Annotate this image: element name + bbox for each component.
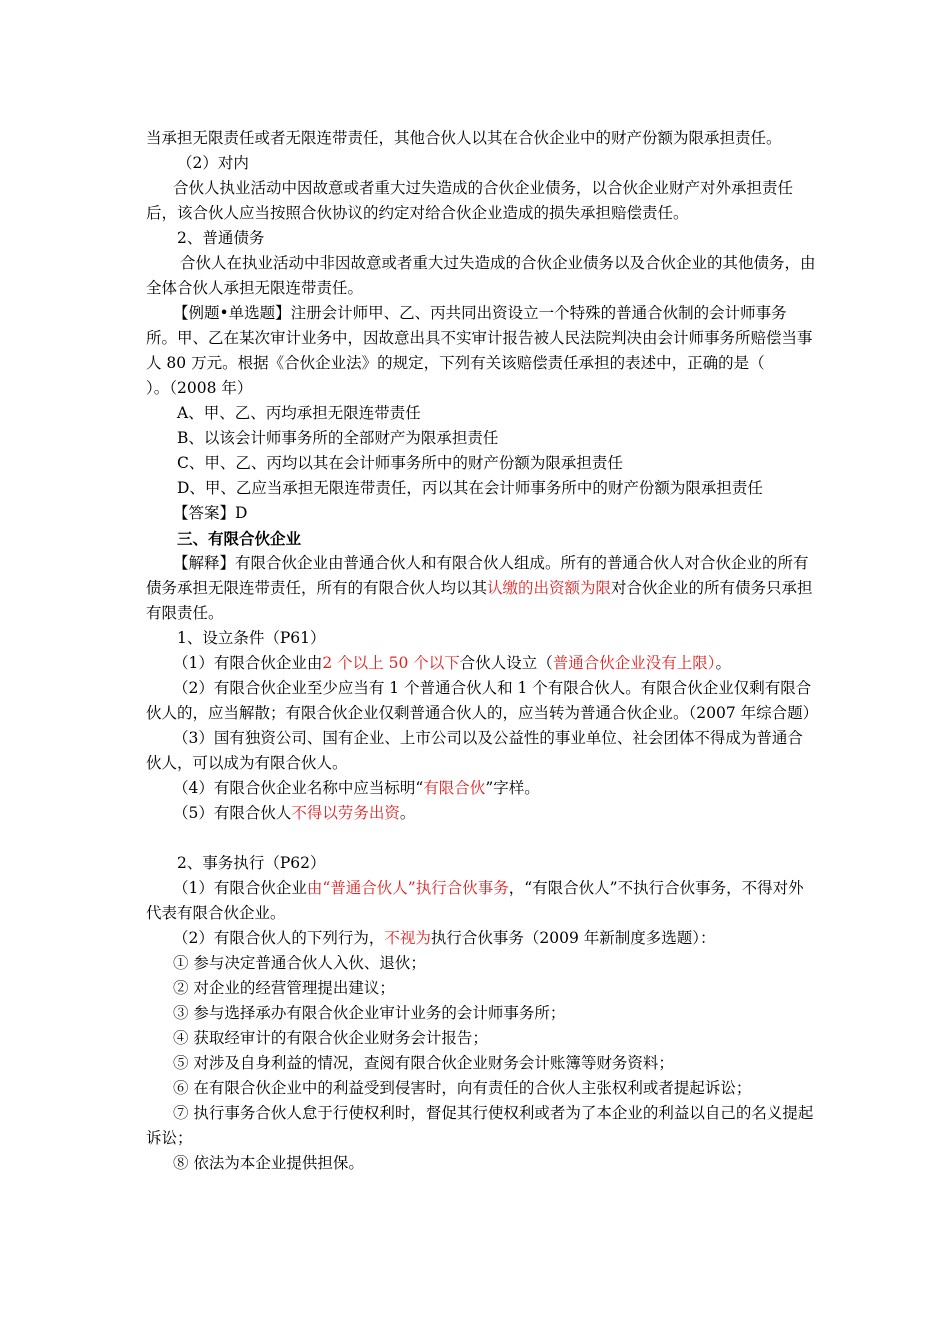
document-page bbox=[146, 126, 819, 1176]
text: ”字样。 bbox=[485, 779, 540, 797]
list-item: ⑧ 依法为本企业提供担保。 bbox=[173, 1154, 364, 1172]
highlight: 不得以劳务出资 bbox=[291, 804, 400, 822]
establishment-item-2: （2）有限合伙企业至少应当有 1 个普通合伙人和 1 个有限合伙人。有限合伙企业仅剩有限合伙人的，应当解散；有限合伙企业仅剩普通合伙人的，应当转为普通合伙企业。（2007 年综合题） bbox=[146, 679, 819, 722]
paragraph-ordinary-debts: 合伙人在执业活动中非因故意或者重大过失造成的合伙企业债务以及合伙企业的其他债务，由全体合伙人承担无限连带责任。 bbox=[146, 254, 816, 297]
text: 。 bbox=[715, 654, 732, 672]
text: 执行合伙事务（2009 年新制度多选题）： bbox=[430, 929, 716, 947]
section-heading-limited-partnership: 三、有限合伙企业 bbox=[177, 529, 302, 548]
text: （4）有限合伙企业名称中应当标明“ bbox=[173, 779, 424, 797]
answer: 【答案】D bbox=[173, 504, 248, 522]
text: （1）有限合伙企业 bbox=[173, 879, 307, 897]
heading-execution: 2、事务执行（P62） bbox=[177, 854, 326, 872]
explain-highlight: 认缴的出资额为限 bbox=[487, 579, 612, 597]
highlight: 普通合伙企业没有上限） bbox=[552, 654, 716, 672]
list-item: ⑦ 执行事务合伙人怠于行使权利时，督促其行使权利或者为了本企业的利益以自己的名义提起诉讼； bbox=[146, 1104, 814, 1147]
example-question: 【例题•单选题】注册会计师甲、乙、丙共同出资设立一个特殊的普通合伙制的会计师事务所。甲、乙在某次审计业务中，因故意出具不实审计报告被人民法院判决由会计师事务所赔偿当事人 80 万元。根据《合伙企业法》的规定，下列有关该赔偿责任承担的表述中，正确的是（ ）。（2008 年） bbox=[146, 304, 813, 397]
highlight: 不视为 bbox=[384, 929, 431, 947]
text: （1）有限合伙企业由 bbox=[173, 654, 323, 672]
option-d: D、甲、乙应当承担无限连带责任，丙以其在会计师事务所中的财产份额为限承担责任 bbox=[177, 479, 763, 497]
list-item: ① 参与决定普通合伙人入伙、退伙； bbox=[173, 954, 426, 972]
paragraph-explanation bbox=[146, 551, 816, 626]
text: （5）有限合伙人 bbox=[173, 804, 292, 822]
establishment-item-5 bbox=[146, 801, 816, 826]
heading-establishment: 1、设立条件（P61） bbox=[177, 629, 326, 647]
option-a: A、甲、乙、丙均承担无限连带责任 bbox=[177, 404, 421, 422]
paragraph-liability-continued: 当承担无限责任或者无限连带责任，其他合伙人以其在合伙企业中的财产份额为限承担责任。 bbox=[146, 129, 782, 147]
highlight: 2 个以上 50 个以下 bbox=[322, 654, 460, 672]
list-item: ⑤ 对涉及自身利益的情况，查阅有限合伙企业财务会计账簿等财务资料； bbox=[173, 1054, 674, 1072]
list-item: ⑥ 在有限合伙企业中的利益受到侵害时，向有责任的合伙人主张权利或者提起诉讼； bbox=[173, 1079, 752, 1097]
text: 。 bbox=[399, 804, 416, 822]
explain-text-a: 【解释】有限合伙企业由普通合伙人和有限合伙人组成。所有的普通合伙人对合伙企业的所有债务承担无限连带责任，所有的有限合伙人均以其 bbox=[146, 554, 809, 597]
text: （2）有限合伙人的下列行为， bbox=[173, 929, 385, 947]
list-item: ② 对企业的经营管理提出建议； bbox=[173, 979, 395, 997]
establishment-item-3: （3）国有独资公司、国有企业、上市公司以及公益性的事业单位、社会团体不得成为普通合伙人，可以成为有限合伙人。 bbox=[146, 729, 803, 772]
execution-item-2 bbox=[146, 926, 816, 951]
explain-text-b: 对合伙企业的所有债务只承担有限责任。 bbox=[146, 579, 813, 622]
highlight: 由“普通合伙人”执行合伙事务 bbox=[306, 879, 509, 897]
list-item: ③ 参与选择承办有限合伙企业审计业务的会计师事务所； bbox=[173, 1004, 566, 1022]
option-b: B、以该会计师事务所的全部财产为限承担责任 bbox=[177, 429, 499, 447]
list-item: ④ 获取经审计的有限合伙企业财务会计报告； bbox=[173, 1029, 488, 1047]
highlight: 有限合伙 bbox=[423, 779, 486, 797]
paragraph-internal: 合伙人执业活动中因故意或者重大过失造成的合伙企业债务，以合伙企业财产对外承担责任后，该合伙人应当按照合伙协议的约定对给合伙企业造成的损失承担赔偿责任。 bbox=[146, 179, 794, 222]
option-c: C、甲、乙、丙均以其在会计师事务所中的财产份额为限承担责任 bbox=[177, 454, 623, 472]
establishment-item-4 bbox=[146, 776, 816, 801]
establishment-item-1 bbox=[146, 651, 816, 676]
heading-ordinary-debts: 2、普通债务 bbox=[177, 229, 265, 247]
execution-item-1 bbox=[146, 876, 816, 926]
text: ，“有限合伙人”不执行合伙事务，不得对外代表有限合伙企业。 bbox=[146, 879, 804, 922]
text: 合伙人设立（ bbox=[459, 654, 553, 672]
heading-internal: （2）对内 bbox=[177, 154, 249, 172]
spacer bbox=[146, 826, 816, 851]
